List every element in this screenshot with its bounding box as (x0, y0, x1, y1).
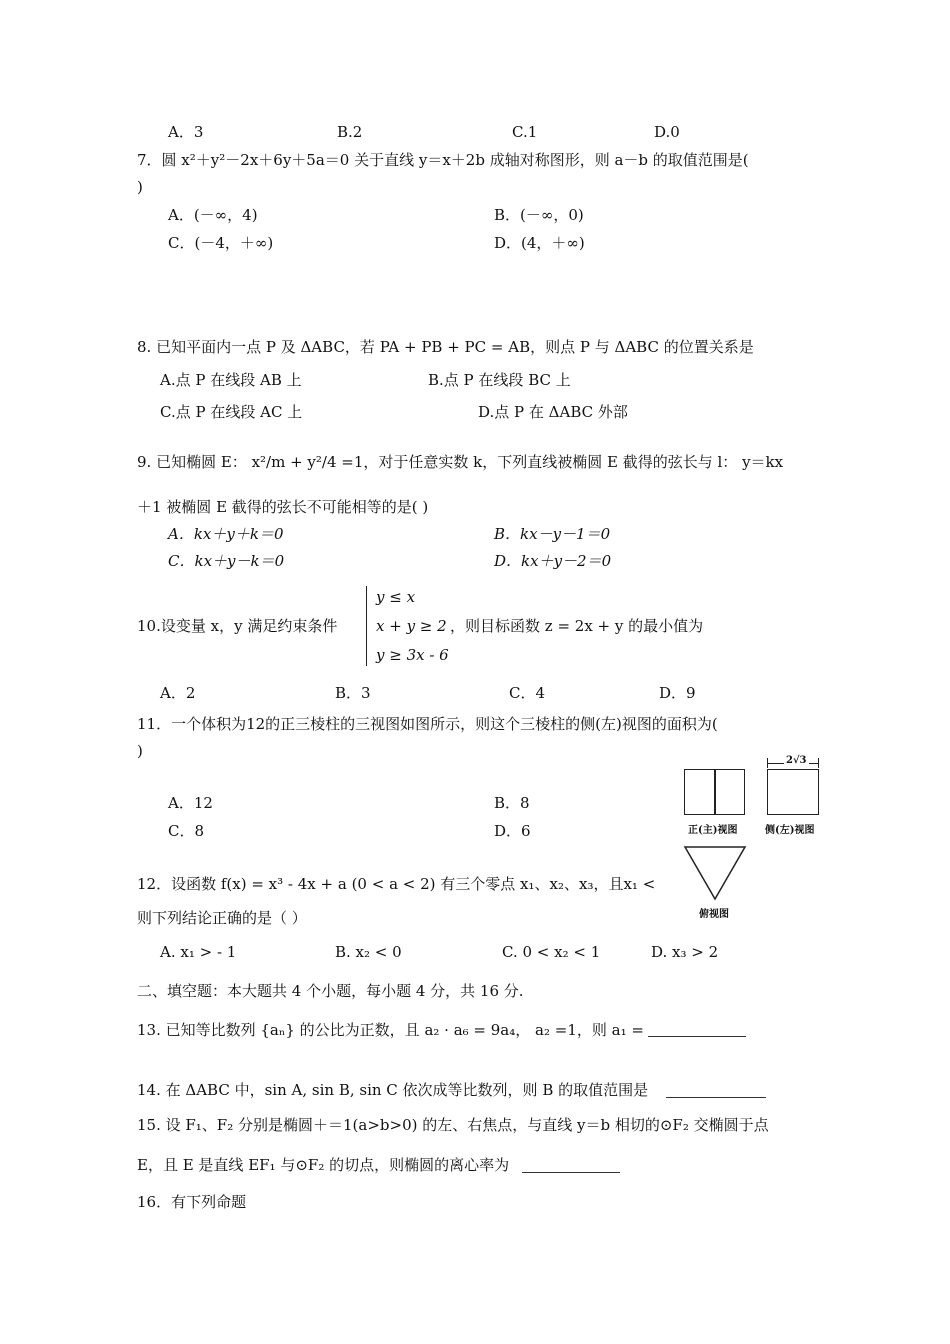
q15-stem: 15. 设 F₁、F₂ 分别是椭圆＋＝1(a>b>0) 的左、右焦点，与直线 y＝b 相切的⊙F₂ 交椭圆于点 (137, 1116, 769, 1134)
q16-stem: 16．有下列命题 (137, 1193, 247, 1211)
q12-option-c: C. 0 < x₂ < 1 (502, 943, 601, 961)
q8-option-c: C.点 P 在线段 AC 上 (160, 403, 303, 421)
q8-stem: 8. 已知平面内一点 P 及 ΔABC，若 PA + PB + PC = AB，则点 P 与 ΔABC 的位置关系是 (137, 338, 754, 356)
dimension-tick-left (767, 758, 768, 768)
q6-option-d: D.0 (654, 123, 680, 141)
q12-option-a: A. x₁ > - 1 (160, 943, 237, 961)
top-view-caption: 俯视图 (699, 909, 729, 920)
q13-answer-blank[interactable] (648, 1036, 746, 1037)
q7-option-c: C．(－4，＋∞) (168, 234, 274, 252)
q10-option-b: B．3 (335, 684, 371, 702)
q7-option-d: D．(4，＋∞) (494, 234, 585, 252)
q9-stem-cont: ＋1 被椭圆 E 截得的弦长不可能相等的是( ) (137, 498, 429, 516)
q11-option-d: D．6 (494, 822, 531, 840)
q11-option-c: C．8 (168, 822, 205, 840)
q9-option-b: B．kx－y－1＝0 (494, 525, 611, 543)
q7-option-a: A．(－∞，4) (168, 206, 258, 224)
q11-stem: 11．一个体积为12的正三棱柱的三视图如图所示，则这个三棱柱的侧(左)视图的面积为( (137, 715, 718, 733)
q11-option-a: A．12 (168, 794, 213, 812)
q11-stem-close: ) (137, 742, 143, 760)
front-view-figure (684, 769, 745, 815)
q8-option-b: B.点 P 在线段 BC 上 (428, 371, 571, 389)
side-view-caption: 侧(左)视图 (765, 825, 815, 836)
q12-option-b: B. x₂ < 0 (335, 943, 402, 961)
q10-constraint-2: x + y ≥ 2 (376, 617, 447, 635)
q10-system-brace (366, 586, 373, 666)
q9-option-c: C．kx＋y－k＝0 (168, 552, 285, 570)
q14-answer-blank[interactable] (666, 1097, 766, 1098)
q7-stem-close: ) (137, 178, 143, 196)
q9-stem: 9. 已知椭圆 E： x²/m + y²/4 =1，对于任意实数 k，下列直线被椭圆 E 截得的弦长与 l： y＝kx (137, 453, 784, 471)
q6-option-b: B.2 (337, 123, 363, 141)
q8-option-d: D.点 P 在 ΔABC 外部 (478, 403, 628, 421)
q11-option-b: B．8 (494, 794, 530, 812)
q10-stem: 10.设变量 x，y 满足约束条件 (137, 617, 338, 635)
q10-constraint-3: y ≥ 3x - 6 (376, 646, 449, 664)
q9-option-d: D．kx＋y－2＝0 (494, 552, 612, 570)
front-view-caption: 正(主)视图 (688, 825, 738, 836)
q10-stem-b: ，则目标函数 z = 2x + y 的最小值为 (450, 617, 704, 635)
q10-option-c: C．4 (509, 684, 546, 702)
q7-stem: 7．圆 x²＋y²－2x＋6y＋5a＝0 关于直线 y＝x＋2b 成轴对称图形，则 a－b 的取值范围是( (137, 151, 749, 169)
q8-option-a: A.点 P 在线段 AB 上 (160, 371, 302, 389)
q10-option-d: D．9 (659, 684, 696, 702)
q12-stem-cont: 则下列结论正确的是（ ） (137, 909, 307, 927)
q6-option-c: C.1 (512, 123, 538, 141)
q6-option-a: A．3 (168, 123, 204, 141)
q15-answer-blank[interactable] (522, 1172, 620, 1173)
top-view-figure (683, 845, 747, 901)
section-heading: 二、填空题：本大题共 4 个小题，每小题 4 分，共 16 分. (137, 982, 524, 1000)
q15-stem-cont: E，且 E 是直线 EF₁ 与⊙F₂ 的切点，则椭圆的离心率为 (137, 1156, 510, 1174)
q12-stem: 12．设函数 f(x) = x³ - 4x + a (0 < a < 2) 有三个零点 x₁、x₂、x₃，且x₁ < (137, 875, 656, 893)
q10-constraint-1: y ≤ x (376, 588, 416, 606)
q14-stem: 14. 在 ΔABC 中，sin A, sin B, sin C 依次成等比数列，则 B 的取值范围是 (137, 1081, 649, 1099)
q10-option-a: A．2 (160, 684, 196, 702)
dimension-label: 2√3 (786, 755, 807, 766)
q12-option-d: D. x₃ > 2 (651, 943, 719, 961)
q13-stem: 13. 已知等比数列 {aₙ} 的公比为正数，且 a₂ · a₆ = 9a₄， a₂ =1，则 a₁ = (137, 1021, 644, 1039)
q9-option-a: A．kx＋y＋k＝0 (168, 525, 284, 543)
dimension-tick-right (818, 758, 819, 768)
q7-option-b: B．(－∞，0) (494, 206, 584, 224)
side-view-figure (767, 769, 819, 815)
